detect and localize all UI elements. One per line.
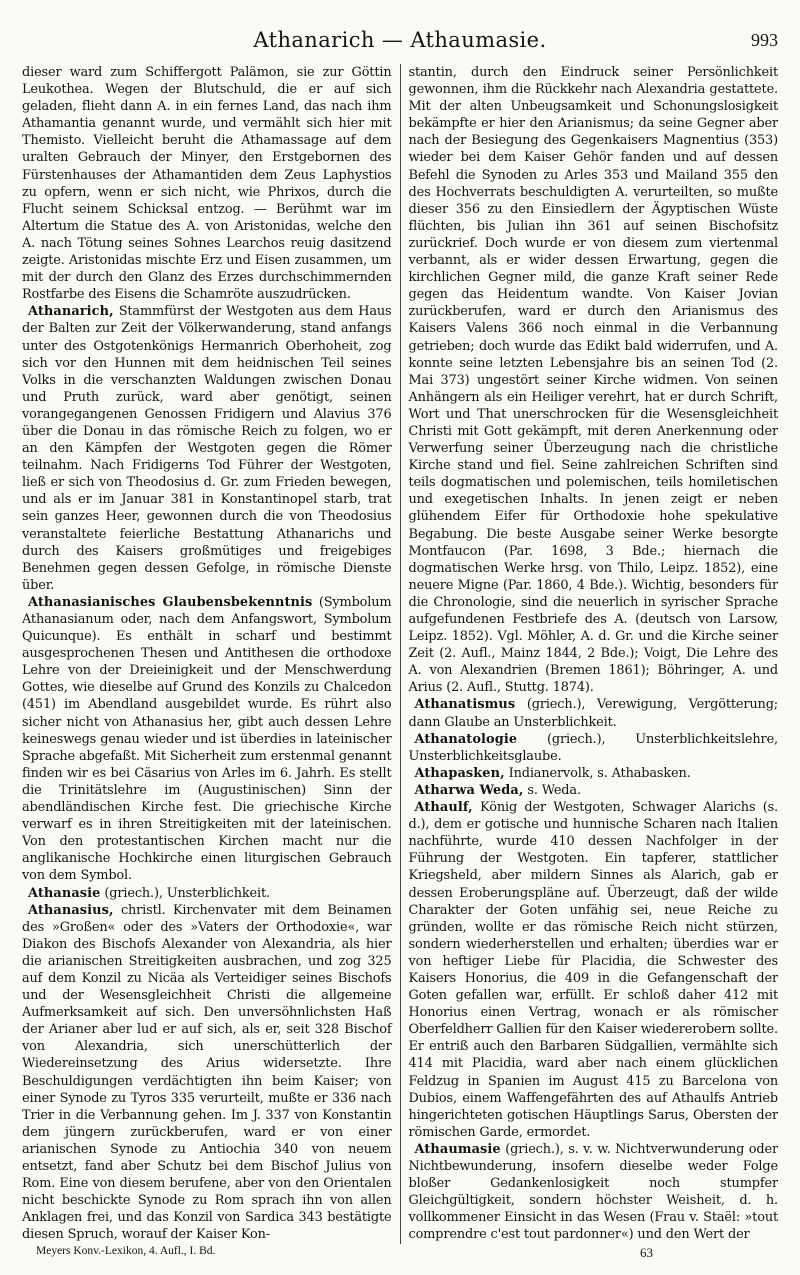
entry-text: (Symbolum Athanasianum oder, nach dem Anfangswort, Symbolum Quicunque). Es enthält in scharf und bestimmt ausgesprochenen Thesen und Antithesen die orthodoxe Lehre von der Dreieinigkeit und der Menschwerdung Gottes, wie dieselbe auf Grund des Konzils zu Chalcedon (451) im Abendland ausgebildet wurde. Es rührt also sicher nicht von Athanasius her, gibt auch dessen Lehre keineswegs genau wieder und ist überdies in lateinischer Sprache abgefaßt. Mit Sicherheit zum erstenmal genannt finden wir es bei Cäsarius von Arles im 6. Jahrh. Es stellt die Trinitätslehre im (Augustinischen) Sinn der abendländischen Kirche fest. Die griechische Kirche verwarf es in ihren Streitigkeiten mit der lateinischen. Von den protestantischen Kirchen macht nur die anglikanische Hochkirche einen liturgischen Gebrauch von dem Symbol. [22, 594, 392, 884]
entry-text: (griech.), Verewigung, Vergötterung; dann Glaube an Unsterblichkeit. [408, 697, 778, 730]
entry-athanasianisches-glaubensbekenntnis [22, 594, 392, 885]
sheet-signature: 63 [640, 1245, 653, 1260]
entry-text: Stammfürst der Westgoten aus dem Haus der Balten zur Zeit der Völkerwanderung, stand anfangs unter des Ostgotenkönigs Hermanrich Oberhoheit, zog sich vor den Hunnen mit dem heidnischen Teil seines Volks in die verschanzten Waldungen zwischen Donau und Pruth zurück, ward aber genötigt, seinen vorangegangenen Genossen Fridigern und Alavius 376 über die Donau in das römische Reich zu folgen, wo er an den Kämpfen der Westgoten gegen die Römer teilnahm. Nach Fridigerns Tod Führer der Westgoten, ließ er sich von Theodosius d. Gr. zum Frieden bewegen, und als er im Januar 381 in Konstantinopel starb, trat sein ganzes Heer, gewonnen durch die von Theodosius veranstaltete feierliche Bestattung Athanarichs und durch des Kaisers großmütiges und freigebiges Benehmen gegen dessen Gefolge, in römische Dienste über. [22, 304, 392, 593]
entry-text: (griech.), Unsterblichkeitslehre, Unsterblichkeitsglaube. [408, 731, 778, 764]
publisher-imprint: Meyers Konv.-Lexikon, 4. Aufl., I. Bd. [36, 1245, 216, 1257]
entry-headword: Athanatismus [414, 697, 516, 713]
entry-text: christl. Kirchenvater mit dem Beinamen des »Großen« oder des »Vaters der Orthodoxie«, war Diakon des Bischofs Alexander von Alexandria, als hier die arianischen Streitigkeiten ausbrachen, und zog 325 auf dem Konzil zu Nicäa als Verteidiger seines Bischofs und der Wesensgleichheit Christi die allgemeine Aufmerksamkeit auf sich. Den unversöhnlichsten Haß der Arianer aber lud er auf sich, als er, seit 328 Bischof von Alexandria, sich unerschütterlich der Wiedereinsetzung des Arius widersetzte. Ihre Beschuldigungen verdächtigten ihn beim Kaiser; von einer Synode zu Tyros 335 verurteilt, mußte er 336 nach Trier in die Verbannung gehen. Im J. 337 von Konstantin dem jüngern zurückberufen, ward er von einer arianischen Synode zu Antiochia 340 von neuem entsetzt, fand aber Schutz bei dem Bischof Julius von Rom. Eine von diesem berufene, aber von den Orientalen nicht beschickte Synode zu Rom sprach ihn von allen Anklagen frei, und das Konzil von Sardica 343 bestätigte diesen Spruch, worauf der Kaiser Kon- [22, 902, 392, 1243]
entry-headword: Athaulf, [414, 800, 473, 816]
entry-text: (griech.), Unsterblichkeit. [104, 885, 270, 901]
entry-athaumasie [409, 1141, 779, 1244]
entry-athanatismus [409, 696, 779, 730]
entry-text: (griech.), s. v. w. Nichtverwunderung oder Nichtbewunderung, insofern dieselbe weder Folge bloßer Gedankenlosigkeit noch stumpfer Gleichgültigkeit, sondern höchster Weisheit, d. h. vollkommener Einsicht in das Wesen (Frau v. Staël: »tout comprendre c'est tout pardonner«) und den Wert der [408, 1141, 778, 1243]
entry-athanarich [22, 303, 392, 594]
continued-entry [22, 64, 392, 303]
entry-headword: Athanasianisches Glaubensbekenntnis [28, 594, 313, 610]
left-column [22, 64, 401, 1244]
entry-text: König der Westgoten, Schwager Alarichs (s. d.), dem er gotische und hunnische Scharen nach Italien nachführte, wurde 410 dessen Nachfolger in der Führung der Westgoten. Ein tapferer, stattlicher Kriegsheld, aber mildern Sinnes als Alarich, gab er dessen Eroberungspläne auf. Überzeugt, daß der wilde Charakter der Goten unfähig sei, neue Reiche zu gründen, wollte er das römische Reich nicht stürzen, sondern wiederherstellen und erhalten; überdies war er von heftiger Liebe für Placidia, die Schwester des Kaisers Honorius, die 409 in die Gefangenschaft der Goten gefallen war, erfüllt. Er schloß daher 412 mit Honorius einen Vertrag, wonach er als römischer Oberfeldherr Gallien für den Kaiser wiedererobern sollte. Er entriß auch den Barbaren Südgallien, vermählte sich 414 mit Placidia, ward aber nach einem glücklichen Feldzug in Spanien im August 415 zu Barcelona von Dubios, einem Waffengefährten des auf Athaulfs Antrieb hingerichteten gotischen Häuptlings Sarus, Obersten der römischen Garde, ermordet. [408, 800, 778, 1140]
entry-headword: Athanatologie [414, 731, 518, 747]
entry-headword: Athapasken, [414, 765, 505, 781]
entry-headword: Athanarich, [28, 304, 114, 320]
entry-athanasius [22, 902, 392, 1244]
entry-headword: Athanasius, [28, 902, 114, 918]
right-column [401, 64, 779, 1244]
entry-atharwa-weda [409, 782, 779, 799]
entry-headword: Athaumasie [414, 1141, 501, 1157]
entry-athanatologie [409, 731, 779, 765]
entry-text: dieser ward zum Schiffergott Palämon, sie zur Göttin Leukothea. Wegen der Blutschuld, die er auf sich geladen, flieht dann A. in ein fernes Land, das nach ihm Athamantia genannt wurde, und vermählt sich hier mit Themisto. Vielleicht beruht die Athamassage auf dem uralten Gebrauch der Minyer, den Erstgebornen des Fürstenhauses der Athamantiden dem Zeus Laphystios zu opfern, wenn er sich nicht, wie Phrixos, durch die Flucht seinem Schicksal entzog. — Berühmt war im Altertum die Statue des A. von Aristonidas, welche den A. nach Tötung seines Sohnes Learchos reuig dasitzend zeigte. Aristonidas mischte Erz und Eisen zusammen, um mit der durch den Glanz des Erzes durchschimmernden Rostfarbe des Eisens die Schamröte auszudrücken. [22, 65, 392, 303]
entry-athapasken [409, 765, 779, 782]
continued-entry [409, 64, 779, 696]
running-title: Athanarich — Athaumasie. [253, 28, 547, 52]
entry-text: s. Weda. [527, 782, 581, 798]
entry-athaulf [409, 799, 779, 1141]
entry-athanasie [22, 885, 392, 902]
entry-text: stantin, durch den Eindruck seiner Persönlichkeit gewonnen, ihm die Rückkehr nach Alexandria gestattete. Mit der alten Unbeugsamkeit und Schonungslosigkeit bekämpfte er hier den Arianismus; da seine Gegner aber nach der Besiegung des Gegenkaisers Magnentius (353) wieder bei dem Kaiser Gehör fanden und auf dessen Befehl die Synoden zu Arles 353 und Mailand 355 den des Hochverrats beschuldigten A. verurteilten, so mußte dieser 356 zu den Einsiedlern der Ägyptischen Wüste flüchten, bis Julian ihn 361 auf seinen Bischofsitz zurückrief. Doch wurde er von diesem zum viertenmal verbannt, als er wider dessen Erwartung, gegen die kirchlichen Gegner mild, die ganze Kraft seiner Rede gegen das Heidentum wandte. Von Kaiser Jovian zurückberufen, ward er durch den Arianismus des Kaisers Valens 366 noch einmal in die Verbannung getrieben; doch wurde das Edikt bald widerrufen, und A. konnte seine letzten Lebensjahre bis an seinen Tod (2. Mai 373) ungestört seiner Kirche widmen. Von seinen Anhängern als ein Heiliger verehrt, hat er durch Schrift, Wort und That unerschrocken für die Wesensgleichheit Christi mit Gott gekämpft, mit deren Anerkennung oder Verwerfung seiner Überzeugung nach die christliche Kirche stand und fiel. Seine zahlreichen Schriften sind teils dogmatischen und polemischen, teils homiletischen und exegetischen Inhalts. In jenen zeigt er neben glühendem Eifer für Orthodoxie hohe spekulative Begabung. Die beste Ausgabe seiner Werke besorgte Montfaucon (Par. 1698, 3 Bde.; hiernach die dogmatischen Werke hrsg. von Thilo, Leipz. 1852), eine neuere Migne (Par. 1860, 4 Bde.). Wichtig, besonders für die Chronologie, sind die neuerlich in syrischer Sprache aufgefundenen Festbriefe des A. (deutsch von Larsow, Leipz. 1852). Vgl. Möhler, A. d. Gr. und die Kirche seiner Zeit (2. Aufl., Mainz 1844, 2 Bde.); Voigt, Die Lehre des A. von Alexandrien (Bremen 1861); Böhringer, A. und Arius (2. Aufl., Stuttg. 1874). [408, 65, 778, 696]
entry-headword: Athanasie [28, 885, 101, 901]
page-header [22, 28, 778, 60]
page-number: 993 [751, 30, 778, 50]
text-columns [22, 64, 778, 1244]
entry-text: Indianervolk, s. Athabasken. [508, 765, 691, 781]
page-footer [22, 1245, 778, 1267]
entry-headword: Atharwa Weda, [414, 782, 524, 798]
